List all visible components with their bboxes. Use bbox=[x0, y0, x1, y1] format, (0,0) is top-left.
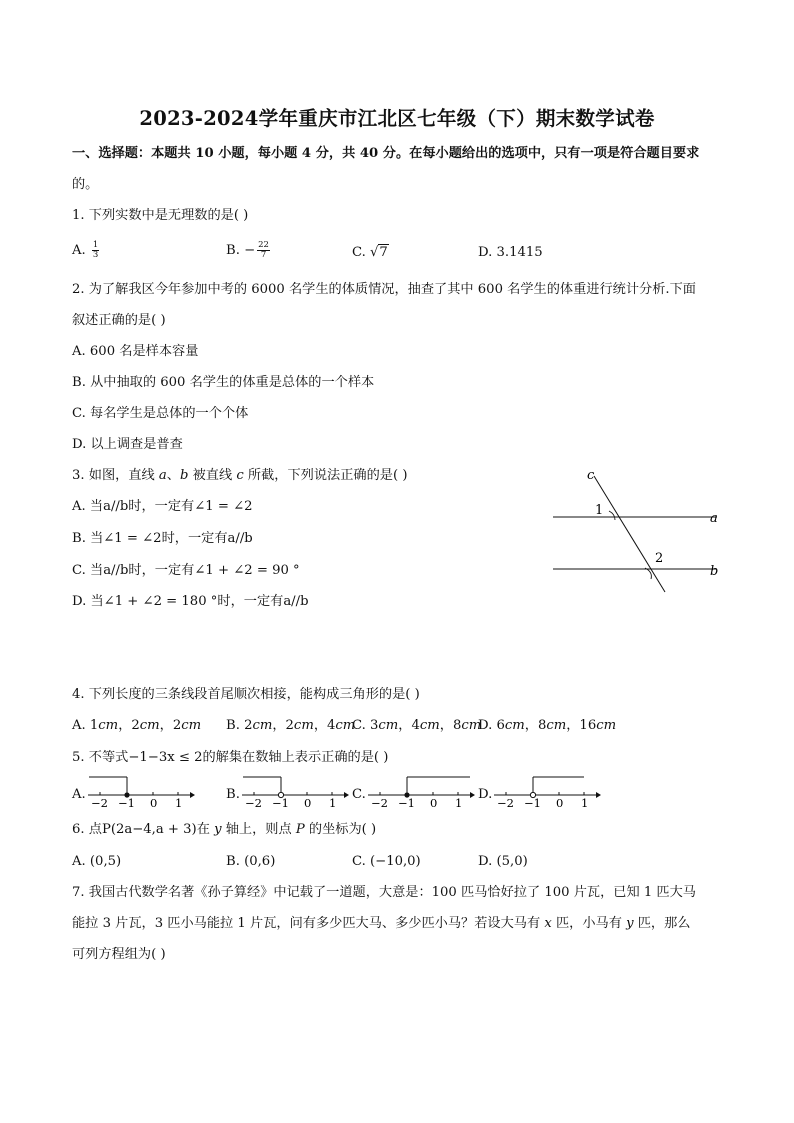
number-line-b bbox=[240, 772, 350, 808]
tick-label: 1 bbox=[455, 796, 463, 808]
option-label: C. bbox=[352, 245, 371, 260]
tick-label: −1 bbox=[398, 796, 415, 808]
question-6-stem: 6. 点P(2a−4,a + 3)在 𝑦 轴上，则点 𝑃 的坐标为( ) bbox=[72, 822, 377, 837]
question-6-option-c: C. (−10,0) bbox=[352, 854, 421, 869]
question-2-option-b: B. 从中抽取的 600 名学生的体重是总体的一个样本 bbox=[72, 375, 375, 390]
question-2-option-a: A. 600 名是样本容量 bbox=[72, 344, 199, 359]
tick-label: −1 bbox=[118, 796, 135, 808]
question-3-stem: 3. 如图，直线 𝑎、𝑏 被直线 𝑐 所截，下列说法正确的是( ) bbox=[72, 468, 408, 483]
tick-label: −2 bbox=[497, 796, 514, 808]
tick-label: 0 bbox=[150, 796, 158, 808]
tick-label: −1 bbox=[272, 796, 289, 808]
question-5-option-b-label: B. bbox=[226, 787, 240, 802]
label-angle-1: 1 bbox=[595, 503, 604, 518]
numerator: 1 bbox=[92, 240, 99, 250]
question-3-option-d: D. 当∠1 + ∠2 = 180 °时，一定有a//b bbox=[72, 594, 309, 609]
question-2-stem-cont: 叙述正确的是( ) bbox=[72, 313, 166, 328]
number-line-a bbox=[86, 772, 196, 808]
question-2-stem: 2. 为了解我区今年参加中考的 6000 名学生的体质情况，抽查了其中 600 名学生的体重进行统计分析.下面 bbox=[72, 282, 696, 297]
question-7-stem: 7. 我国古代数学名著《孙子算经》中记载了一道题，大意是：100 匹马恰好拉了 100 片瓦，已知 1 匹大马 bbox=[72, 885, 696, 900]
radicand: 7 bbox=[379, 245, 388, 260]
option-label: B. − bbox=[226, 243, 256, 258]
question-3-option-c: C. 当a//b时，一定有∠1 + ∠2 = 90 ° bbox=[72, 563, 300, 578]
fraction bbox=[257, 241, 270, 260]
page-title: 2023-2024学年重庆市江北区七年级（下）期末数学试卷 bbox=[139, 107, 655, 130]
arrow-icon bbox=[596, 792, 601, 798]
label-b: b bbox=[710, 564, 719, 579]
question-5-stem: 5. 不等式−1−3x ≤ 2的解集在数轴上表示正确的是( ) bbox=[72, 750, 389, 765]
numerator: 22 bbox=[258, 240, 269, 250]
tick-label: −2 bbox=[245, 796, 262, 808]
number-line-d bbox=[492, 772, 602, 808]
question-4-option-b: B. 2𝑐𝑚，2𝑐𝑚，4𝑐𝑚 bbox=[226, 718, 356, 733]
question-1-option-c bbox=[352, 244, 389, 262]
question-2-option-c: C. 每名学生是总体的一个个体 bbox=[72, 406, 249, 421]
question-6-option-a: A. (0,5) bbox=[72, 854, 122, 869]
label-angle-2: 2 bbox=[655, 551, 664, 566]
tick-label: −2 bbox=[371, 796, 388, 808]
sqrt-expression: √7 bbox=[370, 245, 388, 260]
option-label: A. bbox=[72, 243, 90, 258]
section-header-cont: 的。 bbox=[72, 177, 99, 192]
question-6-option-b: B. (0,6) bbox=[226, 854, 276, 869]
denominator: 7 bbox=[260, 250, 267, 260]
question-1-option-b bbox=[226, 241, 272, 260]
question-6-option-d: D. (5,0) bbox=[478, 854, 528, 869]
question-5-option-c-label: C. bbox=[352, 787, 366, 802]
angle-2-arc bbox=[645, 568, 651, 579]
label-a: a bbox=[710, 511, 718, 526]
question-3-option-b: B. 当∠1 = ∠2时，一定有a//b bbox=[72, 531, 253, 546]
arrow-icon bbox=[190, 792, 195, 798]
tick-label: −2 bbox=[91, 796, 108, 808]
tick-label: 0 bbox=[430, 796, 438, 808]
question-1-stem: 1. 下列实数中是无理数的是( ) bbox=[72, 208, 249, 223]
question-5-option-d-label: D. bbox=[478, 787, 493, 802]
tick-label: 1 bbox=[581, 796, 589, 808]
question-4-stem: 4. 下列长度的三条线段首尾顺次相接，能构成三角形的是( ) bbox=[72, 687, 420, 702]
line-c bbox=[594, 476, 665, 592]
question-1-option-d: D. 3.1415 bbox=[478, 245, 543, 260]
question-2-option-d: D. 以上调查是普查 bbox=[72, 437, 183, 452]
question-4-option-d: D. 6𝑐𝑚，8𝑐𝑚，16𝑐𝑚 bbox=[478, 718, 617, 733]
question-4-option-a: A. 1𝑐𝑚，2𝑐𝑚，2𝑐𝑚 bbox=[72, 718, 202, 733]
question-4-option-c: C. 3𝑐𝑚，4𝑐𝑚，8𝑐𝑚 bbox=[352, 718, 482, 733]
tick-label: −1 bbox=[524, 796, 541, 808]
question-1-option-a bbox=[72, 241, 101, 260]
tick-label: 0 bbox=[304, 796, 312, 808]
angle-1-arc bbox=[609, 511, 615, 520]
tick-label: 1 bbox=[175, 796, 183, 808]
question-5-option-a-label: A. bbox=[72, 787, 86, 802]
tick-label: 1 bbox=[329, 796, 337, 808]
parallel-lines-figure bbox=[545, 462, 735, 598]
arrow-icon bbox=[470, 792, 475, 798]
arrow-icon bbox=[344, 792, 349, 798]
label-c: c bbox=[587, 468, 595, 483]
section-header: 一、选择题：本题共 10 小题，每小题 4 分，共 40 分。在每小题给出的选项中，只有一项是符合题目要求 bbox=[72, 146, 700, 161]
question-7-stem-cont: 能拉 3 片瓦，3 匹小马能拉 1 片瓦，问有多少匹大马、多少匹小马？若设大马有 𝑥 匹，小马有 𝑦 匹，那么 bbox=[72, 916, 691, 931]
tick-label: 0 bbox=[556, 796, 564, 808]
number-line-c bbox=[366, 772, 476, 808]
denominator: 3 bbox=[92, 250, 99, 260]
fraction bbox=[92, 241, 99, 260]
question-3-option-a: A. 当a//b时，一定有∠1 = ∠2 bbox=[72, 499, 253, 514]
question-7-stem-cont: 可列方程组为( ) bbox=[72, 947, 166, 962]
